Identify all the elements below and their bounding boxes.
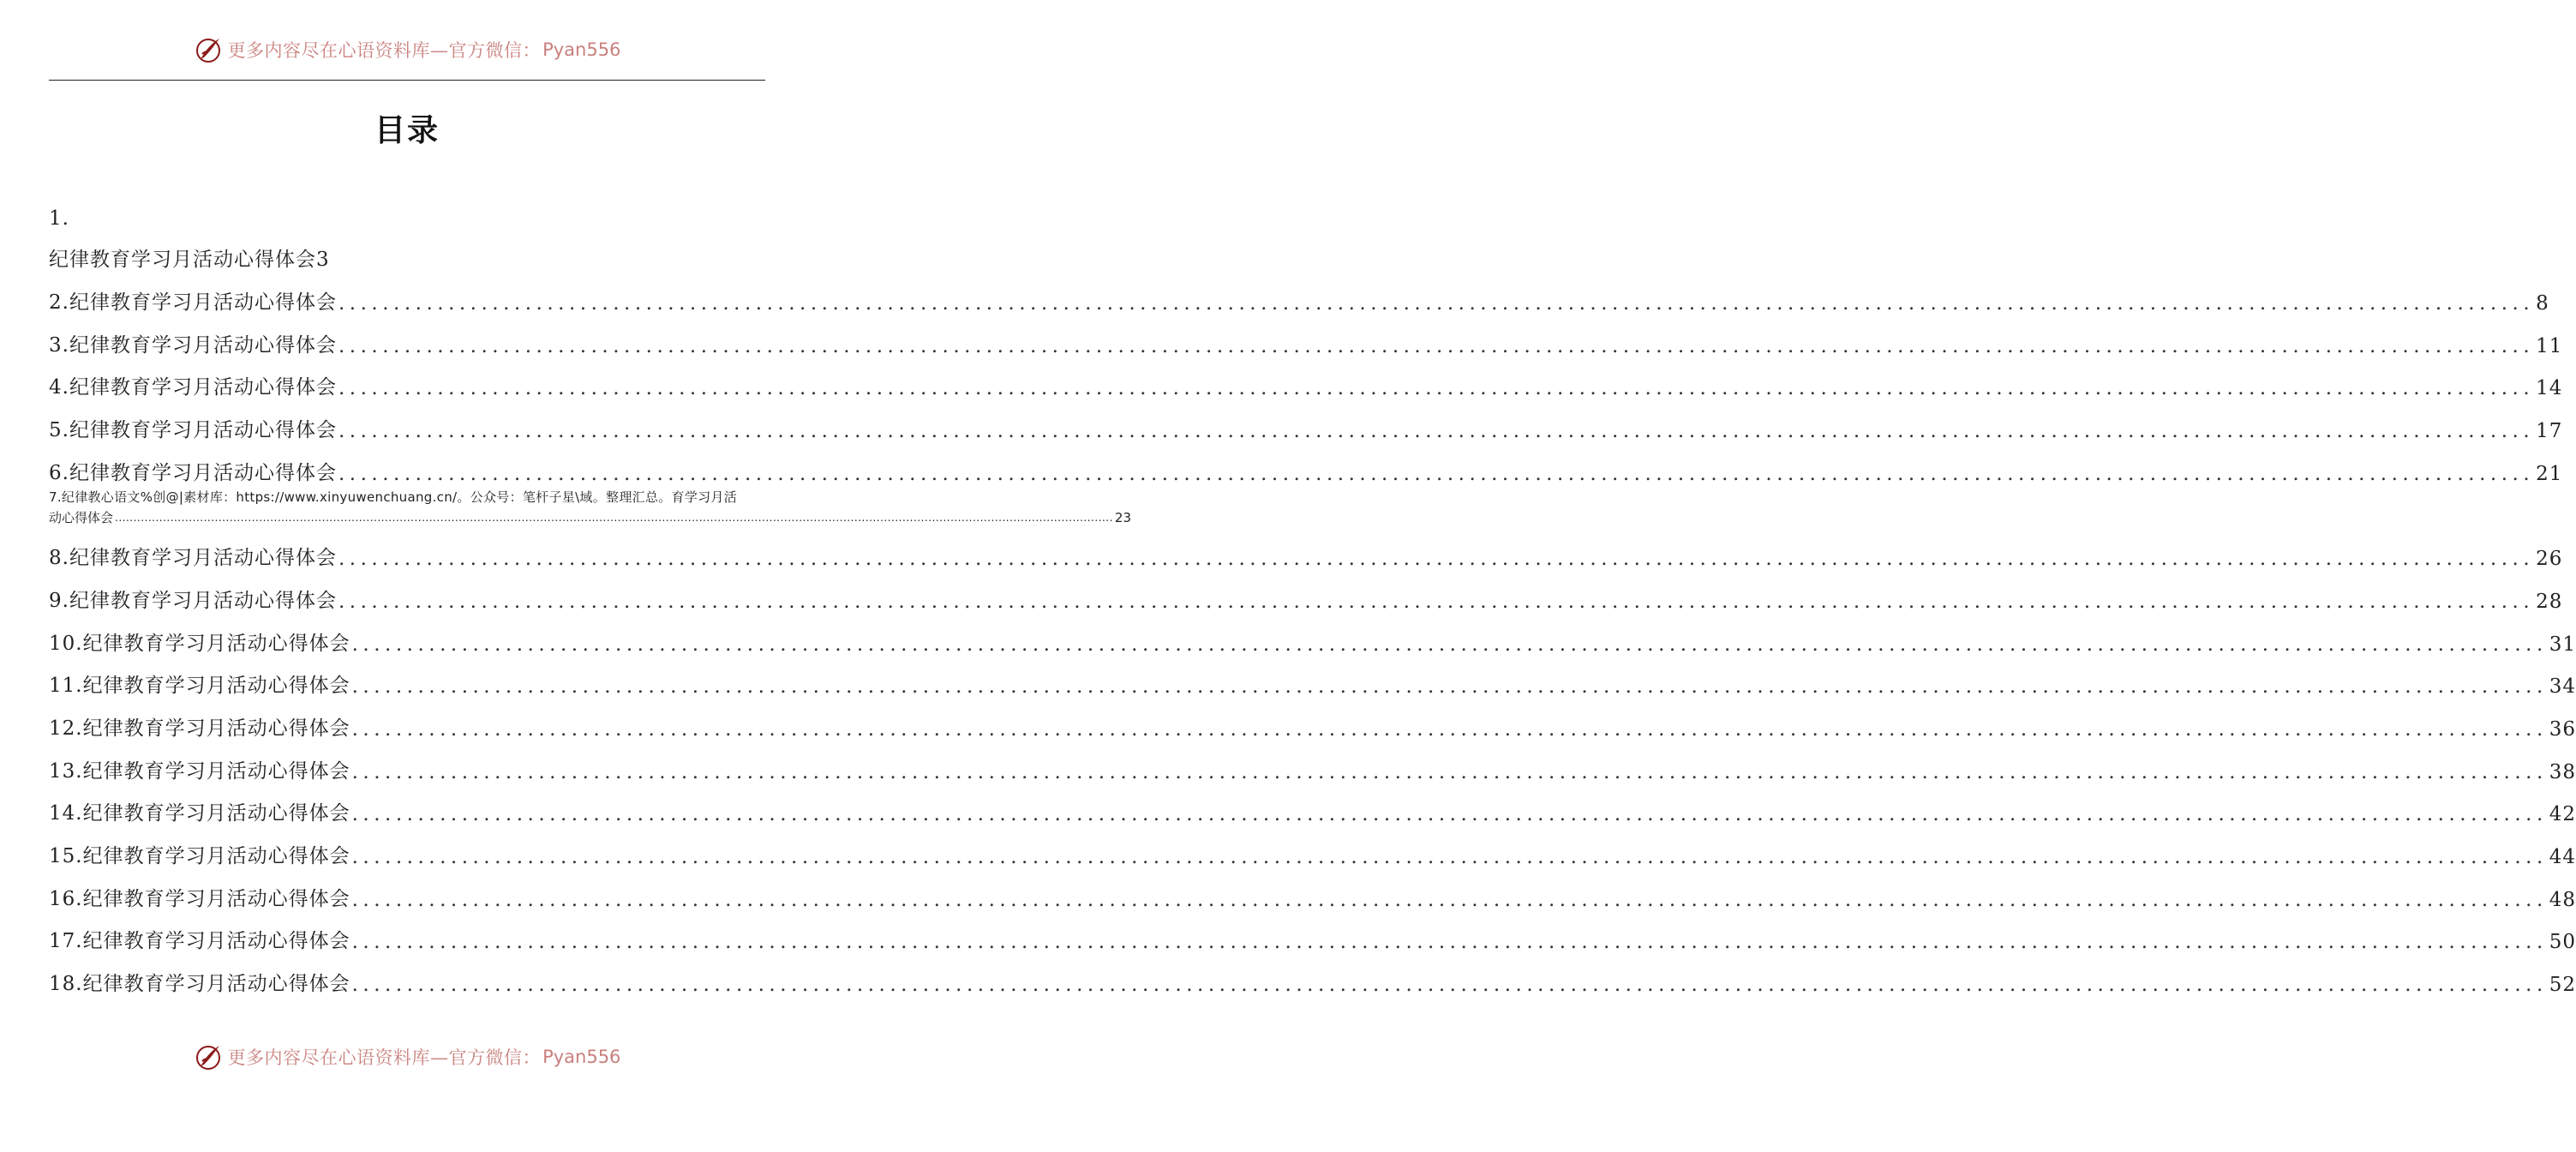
- toc-leader-dots: ........................................................................................................................................................................................................: [351, 717, 2548, 741]
- toc-entry-page: 42: [2549, 803, 2576, 826]
- toc-leader-dots: ........................................................................................................................................................................................................: [351, 675, 2548, 699]
- toc-entry-label: 2.纪律教育学习月活动心得体会: [49, 291, 337, 315]
- toc-leader-dots: ........................................................................................................................................................................................................: [338, 292, 2535, 315]
- toc-entry-page: 26: [2536, 548, 2563, 571]
- toc-entry-1[interactable]: [49, 230, 765, 273]
- toc-entry[interactable]: [49, 825, 2576, 868]
- toc-entry-page: 48: [2549, 888, 2576, 911]
- toc-entry-label: 11.纪律教育学习月活动心得体会: [49, 675, 350, 698]
- toc-entry-label: 14.纪律教育学习月活动心得体会: [49, 802, 350, 825]
- toc-entry[interactable]: [49, 868, 2576, 911]
- toc-entry[interactable]: [49, 953, 2576, 997]
- banner-wechat-id: Pyan556: [542, 39, 621, 60]
- toc-entry-label: 6.纪律教育学习月活动心得体会: [49, 461, 337, 484]
- toc-entry[interactable]: [49, 911, 2576, 954]
- toc-entry-label: 18.纪律教育学习月活动心得体会: [49, 973, 350, 996]
- toc-entry[interactable]: [49, 741, 2576, 783]
- toc-entry-page: 14: [2536, 377, 2563, 400]
- toc-entry[interactable]: [49, 783, 2576, 826]
- toc-leader-dots: ........................................................................................................................................................................................................: [338, 548, 2535, 571]
- toc-entry[interactable]: [49, 399, 2563, 443]
- toc-leader-dots: ........................................................................................................................................................................................................: [338, 590, 2535, 613]
- toc-entry-page: 52: [2549, 974, 2576, 997]
- banner-text: 更多内容尽在心语资料库—官方微信：: [227, 40, 542, 61]
- toc-entry-page: 31: [2549, 633, 2576, 656]
- toc-entry-page: 34: [2549, 675, 2576, 699]
- footer-banner: [0, 1040, 814, 1074]
- toc-entry-label: 9.纪律教育学习月活动心得体会: [49, 589, 337, 612]
- toc-entry[interactable]: [49, 613, 2576, 656]
- toc-entry[interactable]: [49, 315, 2563, 357]
- toc-entry-page: 28: [2536, 590, 2563, 613]
- toc-leader-dots: ........................................................................................................................................................................................................: [351, 633, 2548, 656]
- toc-entry-label: 17.纪律教育学习月活动心得体会: [49, 930, 350, 953]
- toc-leader-dots: ........................................................................................................................................................................................................: [351, 846, 2548, 868]
- header-divider: [49, 80, 765, 81]
- toc-leader-dots: ........................................................................................................................................................................................................: [351, 974, 2548, 997]
- toc-entry-7-line2: 动心得体会: [49, 509, 114, 525]
- banner-text: 更多内容尽在心语资料库—官方微信：: [227, 1047, 542, 1068]
- toc-entry-page: 36: [2549, 717, 2576, 741]
- toc-entry-label: 13.纪律教育学习月活动心得体会: [49, 759, 350, 783]
- quill-logo-icon: [194, 35, 223, 64]
- toc-entry-label: 纪律教育学习月活动心得体会3: [49, 249, 330, 272]
- toc-leader-dots: ........................................................................................................................................................................................................: [351, 760, 2548, 783]
- banner-wechat-id: Pyan556: [542, 1047, 621, 1067]
- toc-leader-dots: ........................................................................................................................................................................................................: [351, 888, 2548, 911]
- toc-entry-page: 17: [2536, 420, 2563, 443]
- toc-leader-dots: ........................................................................................................................................................................................................: [338, 334, 2535, 357]
- toc-leader-dots: ..............................................................................................................................................................................................................................................................................: [115, 511, 1113, 524]
- toc-entry[interactable]: [49, 656, 2576, 699]
- page-title: 目录: [374, 113, 440, 148]
- toc-entry-label: 5.纪律教育学习月活动心得体会: [49, 419, 337, 442]
- toc-entry-page: 44: [2549, 846, 2576, 868]
- toc-entry-label: 1.: [49, 207, 69, 230]
- toc-entry-7-line1: 7.纪律教心语文%创@|素材库：https://www.xinyuwenchuang.cn/。公众号：笔杆子星\域。整理汇总。育学习月活: [49, 489, 738, 505]
- toc-entry-label: 4.纪律教育学习月活动心得体会: [49, 376, 337, 399]
- toc-leader-dots: ........................................................................................................................................................................................................: [351, 803, 2548, 826]
- toc-entry[interactable]: [49, 272, 2549, 315]
- toc-entry-label: 10.纪律教育学习月活动心得体会: [49, 632, 350, 655]
- toc-entry[interactable]: [49, 570, 2563, 613]
- toc-entry-label: 8.纪律教育学习月活动心得体会: [49, 547, 337, 570]
- header-banner: [0, 33, 814, 67]
- toc-entry-7[interactable]: [49, 485, 1132, 528]
- toc-entry[interactable]: [49, 698, 2576, 741]
- toc-entry-label: 12.纪律教育学习月活动心得体会: [49, 717, 350, 740]
- toc-entry-label: 15.纪律教育学习月活动心得体会: [49, 845, 350, 867]
- toc-entry[interactable]: [49, 528, 2563, 571]
- toc-entry-page: 21: [2536, 462, 2563, 485]
- quill-logo-icon: [194, 1042, 223, 1071]
- toc-leader-dots: ........................................................................................................................................................................................................: [338, 377, 2535, 400]
- toc-entry-label: 3.纪律教育学习月活动心得体会: [49, 333, 337, 357]
- toc-entry[interactable]: [49, 357, 2563, 400]
- toc-entry-page: 11: [2536, 334, 2563, 357]
- toc-entry-page: 8: [2536, 292, 2549, 315]
- toc-entry-1-number[interactable]: [49, 187, 765, 230]
- toc-leader-dots: ........................................................................................................................................................................................................: [338, 420, 2535, 443]
- toc-entry-page: 38: [2549, 760, 2576, 783]
- toc-entry[interactable]: [49, 442, 2563, 485]
- toc-leader-dots: ........................................................................................................................................................................................................: [351, 931, 2548, 954]
- toc-entry-label: 16.纪律教育学习月活动心得体会: [49, 887, 350, 910]
- toc-leader-dots: ........................................................................................................................................................................................................: [338, 462, 2535, 485]
- table-of-contents: [49, 187, 2576, 997]
- toc-entry-7-page: 23: [1114, 509, 1132, 525]
- toc-entry-page: 50: [2549, 931, 2576, 954]
